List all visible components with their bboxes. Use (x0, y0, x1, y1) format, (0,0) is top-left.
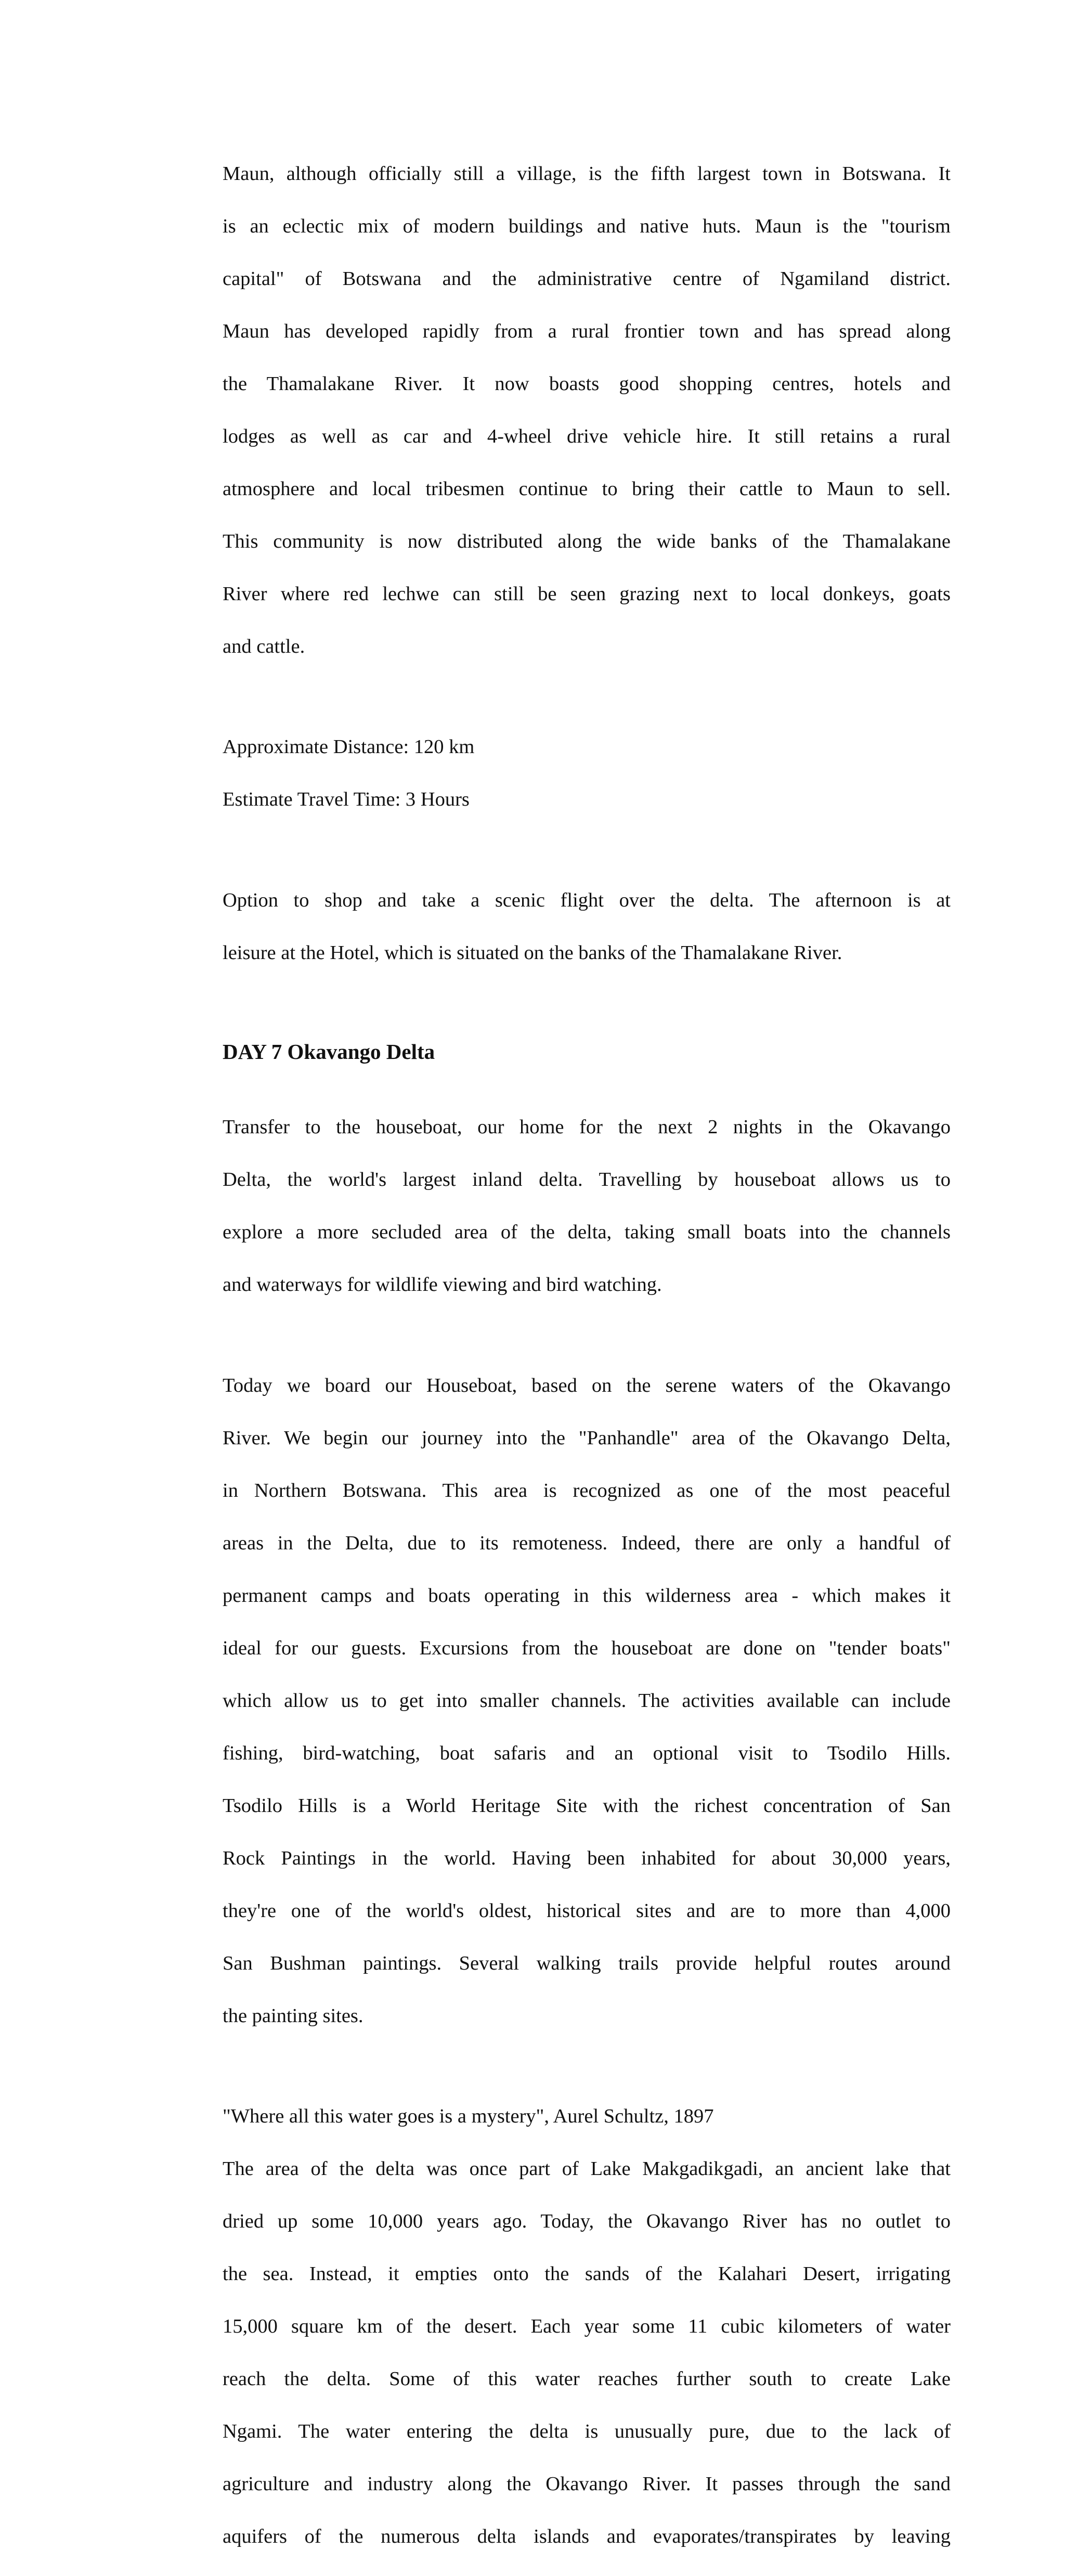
text-line: Transfer to the houseboat, our home for the next 2 nights in the Okavango (223, 1114, 951, 1141)
document-body (223, 134, 951, 2576)
maun-paragraph (223, 134, 951, 686)
text-line: dried up some 10,000 years ago. Today, the Okavango River has no outlet to (223, 2208, 951, 2235)
text-line: Maun, although officially still a village, is the fifth largest town in Botswana. It (223, 161, 951, 187)
text-line: Maun has developed rapidly from a rural frontier town and has spread along (223, 318, 951, 345)
text-line: 15,000 square km of the desert. Each year some 11 cubic kilometers of water (223, 2313, 951, 2340)
text-line: and waterways for wildlife viewing and bird watching. (223, 1272, 951, 1298)
text-line: which allow us to get into smaller channels. The activities available can include (223, 1688, 951, 1714)
text-line: Ngami. The water entering the delta is unusually pure, due to the lack of (223, 2418, 951, 2445)
text-line: This community is now distributed along the wide banks of the Thamalakane (223, 528, 951, 555)
text-line: Tsodilo Hills is a World Heritage Site with the richest concentration of San (223, 1793, 951, 1819)
text-line: Rock Paintings in the world. Having been inhabited for about 30,000 years, (223, 1845, 951, 1872)
text-line: permanent camps and boats operating in this wilderness area - which makes it (223, 1583, 951, 1609)
text-line: explore a more secluded area of the delta, taking small boats into the channels (223, 1219, 951, 1246)
text-line: they're one of the world's oldest, historical sites and are to more than 4,000 (223, 1898, 951, 1924)
text-line: River where red lechwe can still be seen grazing next to local donkeys, goats (223, 581, 951, 607)
text-line: fishing, bird-watching, boat safaris and an optional visit to Tsodilo Hills. (223, 1740, 951, 1767)
day7-heading: DAY 7 Okavango Delta (223, 1038, 951, 1065)
distance-line: Approximate Distance: 120 km (223, 734, 951, 760)
text-line: River. We begin our journey into the "Panhandle" area of the Okavango Delta, (223, 1425, 951, 1452)
houseboat-paragraph (223, 1346, 951, 2055)
text-line: in Northern Botswana. This area is recognized as one of the most peaceful (223, 1478, 951, 1504)
text-line: the Thamalakane River. It now boasts good shopping centres, hotels and (223, 371, 951, 397)
text-line: is an eclectic mix of modern buildings and native huts. Maun is the "tourism (223, 213, 951, 240)
text-line: areas in the Delta, due to its remoteness. Indeed, there are only a handful of (223, 1530, 951, 1557)
text-line: reach the delta. Some of this water reaches further south to create Lake (223, 2366, 951, 2392)
text-line: Today we board our Houseboat, based on the serene waters of the Okavango (223, 1373, 951, 1399)
travel-time-line: Estimate Travel Time: 3 Hours (223, 786, 951, 813)
text-line: leisure at the Hotel, which is situated on the banks of the Thamalakane River. (223, 940, 951, 966)
text-line: and cattle. (223, 633, 951, 660)
text-line: the sea. Instead, it empties onto the sands of the Kalahari Desert, irrigating (223, 2261, 951, 2287)
text-line: Option to shop and take a scenic flight over the delta. The afternoon is at (223, 887, 951, 914)
delta-section (223, 2077, 951, 2576)
text-line: ideal for our guests. Excursions from the houseboat are done on "tender boats" (223, 1635, 951, 1662)
text-line: capital" of Botswana and the administrative centre of Ngamiland district. (223, 266, 951, 292)
option-paragraph (223, 861, 951, 992)
text-line: The area of the delta was once part of Lake Makgadikgadi, an ancient lake that (223, 2156, 951, 2182)
text-line: San Bushman paintings. Several walking trails provide helpful routes around (223, 1950, 951, 1977)
text-line: agriculture and industry along the Okavango River. It passes through the sand (223, 2471, 951, 2497)
text-line: aquifers of the numerous delta islands and evaporates/transpirates by leaving (223, 2523, 951, 2550)
text-line: atmosphere and local tribesmen continue to bring their cattle to Maun to sell. (223, 476, 951, 502)
transfer-paragraph (223, 1088, 951, 1325)
text-line: lodges as well as car and 4-wheel drive vehicle hire. It still retains a rural (223, 423, 951, 450)
text-line: the painting sites. (223, 2003, 951, 2029)
travel-info (223, 708, 951, 839)
text-line: Delta, the world's largest inland delta. Travelling by houseboat allows us to (223, 1167, 951, 1193)
quote-line: "Where all this water goes is a mystery", Aurel Schultz, 1897 (223, 2103, 951, 2130)
